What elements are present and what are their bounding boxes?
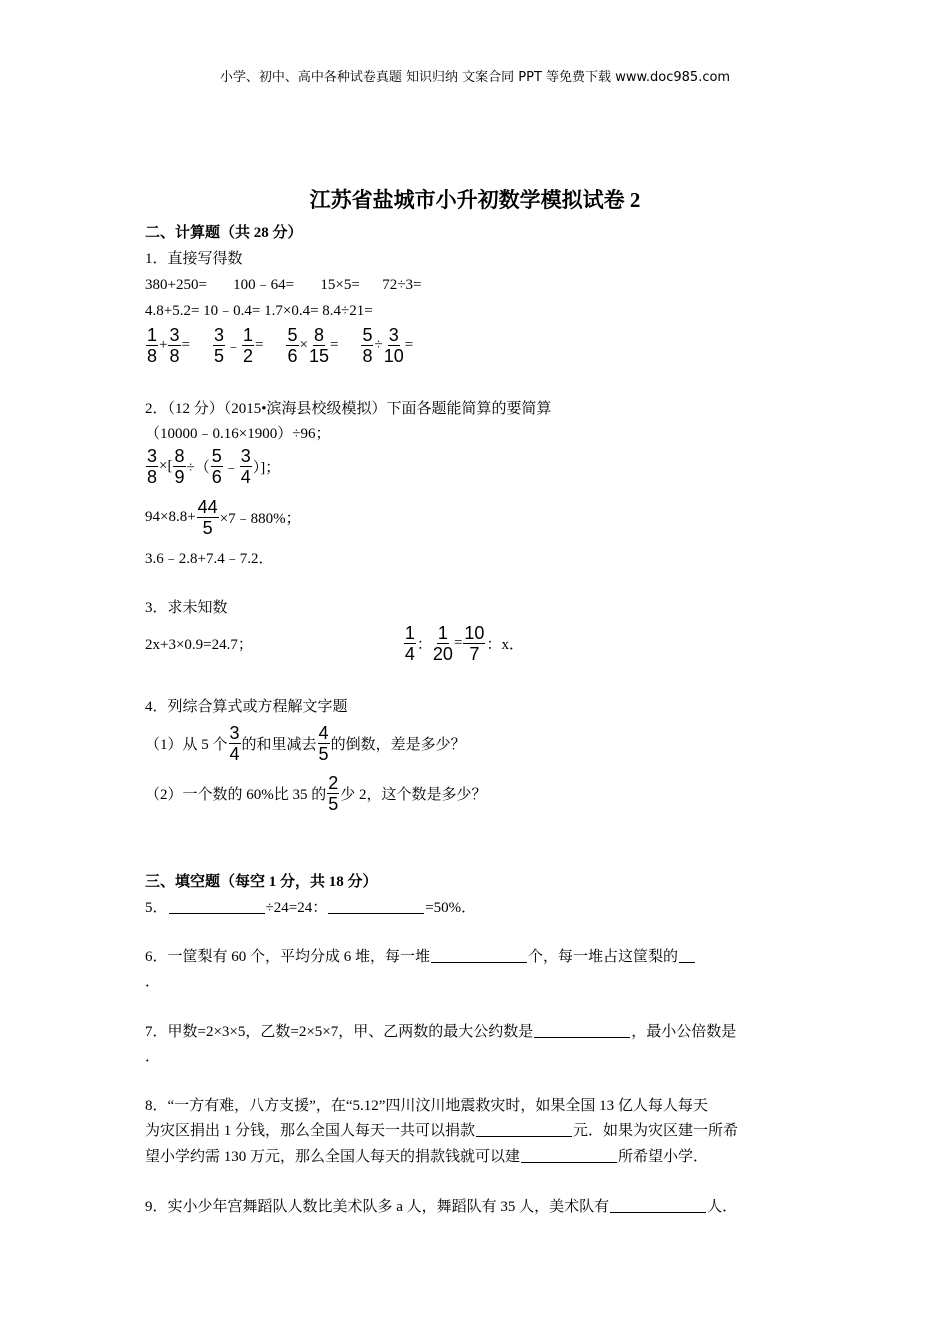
text-line bbox=[145, 772, 487, 814]
text-line bbox=[145, 694, 348, 716]
text-line bbox=[145, 1144, 708, 1166]
text-segment: 人． bbox=[707, 1198, 738, 1215]
text-line bbox=[145, 944, 696, 966]
text-segment: ÷（ bbox=[186, 459, 210, 476]
numerator: 3 bbox=[169, 324, 180, 345]
text-line bbox=[145, 324, 414, 366]
denominator: 4 bbox=[404, 643, 415, 664]
denominator: 9 bbox=[174, 466, 185, 487]
text-line bbox=[145, 895, 476, 917]
fraction bbox=[463, 624, 485, 663]
numerator: 5 bbox=[362, 324, 373, 345]
numerator: 3 bbox=[229, 722, 240, 743]
answer-blank bbox=[679, 948, 695, 963]
text-segment: ：x． bbox=[486, 636, 524, 653]
text-segment: 1．直接写得数 bbox=[145, 250, 243, 267]
denominator: 6 bbox=[287, 345, 298, 366]
text-line bbox=[145, 1044, 160, 1066]
fraction bbox=[286, 326, 298, 365]
text-segment: ×[ bbox=[159, 457, 173, 474]
text-segment: 的和里减去 bbox=[241, 736, 317, 753]
text-line bbox=[145, 595, 228, 617]
fraction bbox=[242, 326, 254, 365]
text-segment: = bbox=[255, 336, 264, 353]
document-title: 江苏省盐城市小升初数学模拟试卷 2 bbox=[309, 188, 641, 212]
text-segment: + bbox=[159, 336, 168, 353]
numerator: 44 bbox=[197, 496, 218, 517]
text-line bbox=[145, 1093, 708, 1115]
numerator: 1 bbox=[437, 622, 448, 643]
fraction bbox=[229, 724, 241, 763]
denominator: 8 bbox=[169, 345, 180, 366]
answer-blank bbox=[431, 948, 527, 963]
numerator: 5 bbox=[211, 445, 222, 466]
denominator: 15 bbox=[308, 345, 329, 366]
text-segment: 94×8.8+ bbox=[145, 508, 196, 525]
denominator: 7 bbox=[469, 643, 480, 664]
denominator: 4 bbox=[229, 743, 240, 764]
denominator: 4 bbox=[240, 466, 251, 487]
numerator: 1 bbox=[404, 622, 415, 643]
answer-blank bbox=[476, 1122, 572, 1137]
fraction bbox=[384, 326, 404, 365]
numerator: 1 bbox=[147, 324, 158, 345]
numerator: 8 bbox=[174, 445, 185, 466]
answer-blank bbox=[521, 1148, 617, 1163]
text-segment: 4.8+5.2= 10﹣0.4= 1.7×0.4= 8.4÷21= bbox=[145, 302, 373, 319]
denominator: 8 bbox=[147, 466, 158, 487]
text-segment: 3．求未知数 bbox=[145, 599, 228, 616]
text-line bbox=[145, 622, 524, 664]
denominator: 6 bbox=[211, 466, 222, 487]
numerator: 3 bbox=[147, 445, 158, 466]
numerator: 3 bbox=[240, 445, 251, 466]
denominator: 8 bbox=[362, 345, 373, 366]
text-segment: 的倒数，差是多少？ bbox=[330, 736, 466, 753]
numerator: 3 bbox=[213, 324, 224, 345]
text-segment: 9．实小少年宫舞蹈队人数比美术队多 a 人，舞蹈队有 35 人，美术队有 bbox=[145, 1198, 610, 1215]
denominator: 10 bbox=[383, 345, 404, 366]
text-line bbox=[145, 298, 373, 320]
fraction bbox=[433, 624, 453, 663]
denominator: 5 bbox=[202, 517, 213, 538]
text-segment: = bbox=[453, 634, 463, 651]
text-segment: ÷24=24： bbox=[265, 899, 328, 916]
text-segment: 3.6﹣2.8+7.4﹣7.2． bbox=[145, 550, 274, 567]
fraction bbox=[168, 326, 180, 365]
text-segment: = bbox=[404, 336, 414, 353]
denominator: 5 bbox=[213, 345, 224, 366]
text-segment: × bbox=[299, 336, 308, 353]
text-segment: 7．甲数=2×3×5，乙数=2×5×7，甲、乙两数的最大公约数是 bbox=[145, 1023, 534, 1040]
text-segment: ÷ bbox=[374, 336, 383, 353]
text-segment: 为灾区捐出 1 分钱，那么全国人每天一共可以捐款 bbox=[145, 1122, 476, 1139]
text-line bbox=[145, 1118, 738, 1140]
answer-blank bbox=[610, 1198, 706, 1213]
numerator: 3 bbox=[388, 324, 399, 345]
answer-blank bbox=[169, 899, 265, 914]
text-segment: 2．（12 分）（2015•滨海县校级模拟）下面各题能简算的要简算 bbox=[145, 400, 552, 417]
fraction bbox=[146, 326, 158, 365]
text-segment: 三、填空题（每空 1 分，共 18 分） bbox=[145, 873, 378, 890]
answer-blank bbox=[328, 899, 424, 914]
text-segment: 所希望小学． bbox=[618, 1148, 709, 1165]
text-segment: 6．一筐梨有 60 个，平均分成 6 堆，每一堆 bbox=[145, 948, 431, 965]
text-line bbox=[145, 1019, 736, 1041]
text-segment: = bbox=[181, 336, 190, 353]
text-line bbox=[145, 496, 301, 538]
text-segment: （2）一个数的 60%比 35 的 bbox=[145, 786, 327, 803]
denominator: 5 bbox=[318, 743, 329, 764]
text-segment: ，最小公倍数是 bbox=[631, 1023, 737, 1040]
text-line bbox=[145, 445, 281, 487]
text-segment: ： bbox=[416, 636, 432, 653]
text-segment: 380+250= 100﹣64= 15×5= 72÷3= bbox=[145, 276, 422, 293]
text-line bbox=[145, 246, 243, 268]
text-line bbox=[145, 396, 552, 418]
numerator: 8 bbox=[313, 324, 324, 345]
denominator: 8 bbox=[147, 345, 158, 366]
fraction bbox=[361, 326, 373, 365]
text-line bbox=[145, 969, 160, 991]
denominator: 20 bbox=[432, 643, 453, 664]
text-segment: 5． bbox=[145, 899, 168, 916]
section-heading bbox=[145, 220, 303, 242]
fraction bbox=[309, 326, 329, 365]
text-segment: （10000﹣0.16×1900）÷96； bbox=[145, 425, 331, 442]
text-line bbox=[145, 722, 466, 764]
text-segment: 望小学约需 130 万元，那么全国人每天的捐款钱就可以建 bbox=[145, 1148, 521, 1165]
text-segment: 个，每一堆占这筐梨的 bbox=[528, 948, 679, 965]
fraction bbox=[240, 447, 252, 486]
text-segment: = bbox=[330, 336, 339, 353]
numerator: 10 bbox=[464, 622, 485, 643]
text-line bbox=[145, 272, 422, 294]
text-segment: 4．列综合算式或方程解文字题 bbox=[145, 698, 348, 715]
text-line bbox=[145, 1194, 737, 1216]
numerator: 4 bbox=[318, 722, 329, 743]
fraction bbox=[197, 498, 219, 537]
text-segment: 8．“一方有难，八方支援”，在“5.12”四川汶川地震救灾时，如果全国 13 亿人每人每天 bbox=[145, 1097, 708, 1114]
fraction bbox=[318, 724, 330, 763]
text-segment: ）]； bbox=[252, 459, 281, 476]
denominator: 2 bbox=[243, 345, 254, 366]
section-heading bbox=[145, 869, 378, 891]
numerator: 5 bbox=[287, 324, 298, 345]
numerator: 2 bbox=[328, 772, 339, 793]
text-segment: ﹣ bbox=[225, 338, 241, 355]
fraction bbox=[404, 624, 416, 663]
text-line bbox=[145, 421, 330, 443]
fraction bbox=[146, 447, 158, 486]
text-segment: =50%． bbox=[425, 899, 477, 916]
fraction bbox=[213, 326, 225, 365]
page-header: 小学、初中、高中各种试卷真题 知识归纳 文案合同 PPT 等免费下载 www.doc985.com bbox=[219, 70, 731, 85]
text-segment: 元．如果为灾区建一所希 bbox=[573, 1122, 739, 1139]
text-line bbox=[145, 546, 273, 568]
text-segment: 2x+3×0.9=24.7； bbox=[145, 636, 253, 653]
fraction bbox=[211, 447, 223, 486]
answer-blank bbox=[534, 1023, 630, 1038]
text-segment: （1）从 5 个 bbox=[145, 736, 228, 753]
text-segment: ﹣ bbox=[223, 459, 239, 476]
fraction bbox=[327, 774, 339, 813]
numerator: 1 bbox=[243, 324, 254, 345]
text-segment: ． bbox=[145, 1048, 161, 1065]
fraction bbox=[173, 447, 185, 486]
text-segment: ． bbox=[145, 973, 161, 990]
text-segment: 少 2，这个数是多少？ bbox=[340, 786, 487, 803]
text-segment: ×7﹣880%； bbox=[219, 510, 301, 527]
text-segment: 二、计算题（共 28 分） bbox=[145, 224, 303, 241]
denominator: 5 bbox=[328, 793, 339, 814]
